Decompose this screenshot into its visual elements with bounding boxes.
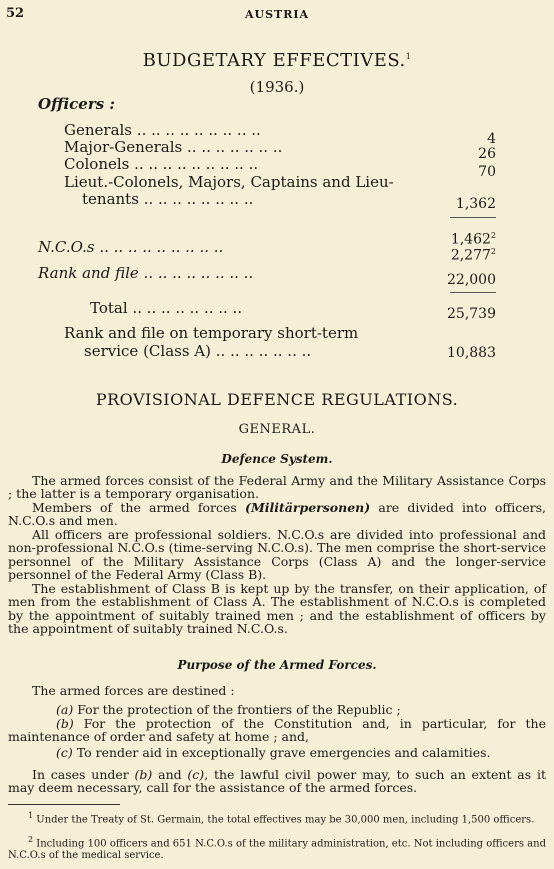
row-tenants: tenants .. .. .. .. .. .. .. .. xyxy=(82,190,254,208)
value-tenants: 1,362 xyxy=(455,196,496,212)
value-generals: 4 xyxy=(487,131,496,147)
defence-system-heading: Defence System. xyxy=(221,452,333,466)
purpose-heading: Purpose of the Armed Forces. xyxy=(177,658,377,672)
budget-title: BUDGETARY EFFECTIVES.$^1$ xyxy=(142,50,412,71)
row-colonels: Colonels .. .. .. .. .. .. .. .. .. xyxy=(64,155,259,173)
paragraph-armed-forces: The armed forces consist of the Federal Army and the Military Assistance Corps ; the latter is a temporary organisation. xyxy=(8,473,546,502)
paragraph-civil-power: In cases under (b) and (c), the lawful civil power may, to such an extent as it may deem necessary, call for the assistance of the armed forces. xyxy=(8,767,546,796)
total-rule xyxy=(450,292,496,293)
value-rank-and-file: 22,000 xyxy=(447,272,496,288)
officers-total: 1,462$^2$ xyxy=(450,231,496,248)
value-nco: 2,277$^2$ xyxy=(450,247,496,264)
row-lieut-colonels: Lieut.-Colonels, Majors, Captains and Lieu- xyxy=(64,173,394,191)
page-number: 52 xyxy=(6,6,25,21)
running-title: AUSTRIA xyxy=(244,8,310,21)
purpose-item-c: (c) To render aid in exceptionally grave emergencies and calamities. xyxy=(56,745,491,760)
row-generals: Generals .. .. .. .. .. .. .. .. .. xyxy=(64,121,261,139)
purpose-item-a: (a) For the protection of the frontiers of the Republic ; xyxy=(56,702,401,717)
purpose-item-b: (b) For the protection of the Constitution and, in particular, for the maintenance of order and safety at home ; and, xyxy=(8,716,546,745)
officers-heading: Officers : xyxy=(38,95,115,113)
paragraph-members: Members of the armed forces (Militärpersonen) are divided into officers, N.C.O.s and men. xyxy=(8,500,546,529)
general-heading: GENERAL. xyxy=(238,422,316,437)
row-rank-and-file: Rank and file .. .. .. .. .. .. .. .. xyxy=(38,264,254,282)
value-colonels: 70 xyxy=(478,164,496,180)
row-major-generals: Major-Generals .. .. .. .. .. .. .. xyxy=(64,138,283,156)
value-total: 25,739 xyxy=(447,306,496,322)
regulations-title: PROVISIONAL DEFENCE REGULATIONS. xyxy=(95,390,459,409)
row-total: Total .. .. .. .. .. .. .. .. xyxy=(90,299,243,317)
paragraph-officers: All officers are professional soldiers. N.C.O.s are divided into professional and non-professional N.C.O.s (time-serving N.C.O.s). The men comprise the short-service personnel of the Military Assistance Corps (Class A) and the longer-service personnel of the Federal Army (Class B). xyxy=(8,527,546,583)
footnote-1: $^1$ Under the Treaty of St. Germain, the total effectives may be 30,000 men, including 1,500 officers. xyxy=(28,811,535,826)
row-nco: N.C.O.s .. .. .. .. .. .. .. .. .. xyxy=(38,238,224,256)
budget-year: (1936.) xyxy=(249,78,305,96)
paragraph-destined: The armed forces are destined : xyxy=(32,683,235,698)
sum-rule xyxy=(450,217,496,218)
footnote-2: $^2$ Including 100 officers and 651 N.C.O.s of the military administration, etc. Not including officers and N.C.O.s of the medical service. xyxy=(8,835,546,861)
footnote-divider xyxy=(8,804,120,805)
paragraph-establishment: The establishment of Class B is kept up by the transfer, on their application, of men from the establishment of Class A. The establishment of N.C.O.s is completed by the appointment of suitably trained men ; and the establishment of officers by the appointment of suitably trained N.C.O.s. xyxy=(8,581,546,637)
row-temporary-line1: Rank and file on temporary short-term xyxy=(64,324,359,342)
row-temporary-line2: service (Class A) .. .. .. .. .. .. .. xyxy=(84,342,312,360)
value-major-generals: 26 xyxy=(478,146,496,162)
value-temporary: 10,883 xyxy=(447,345,496,361)
